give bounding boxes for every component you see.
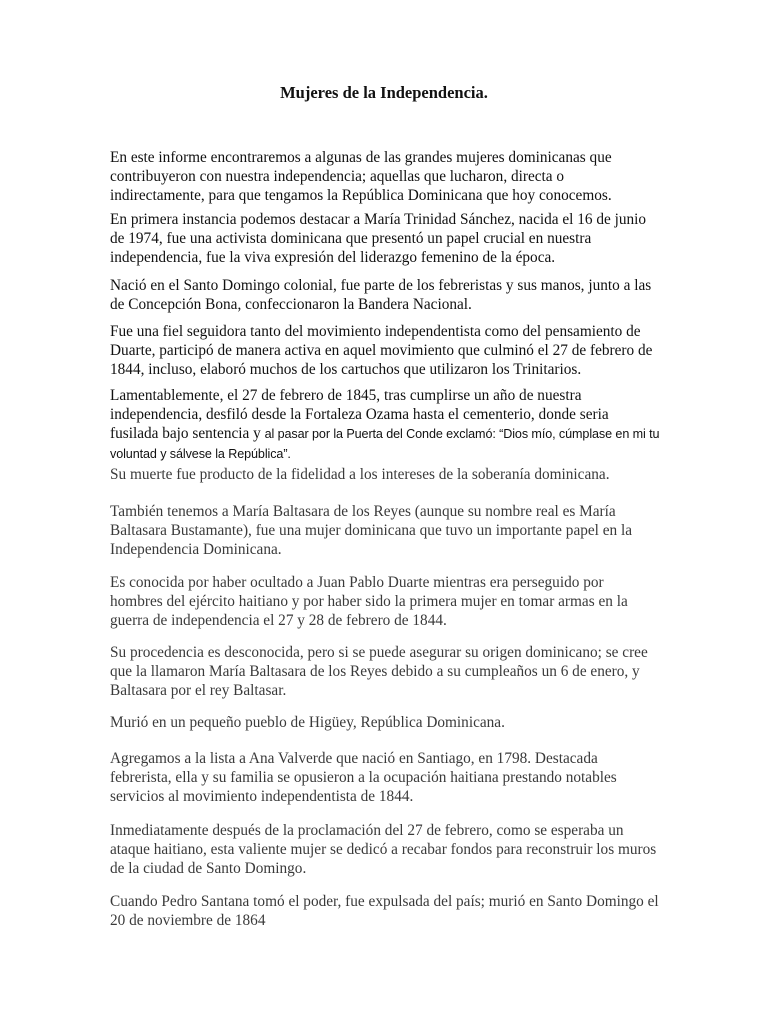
paragraph-death: Su muerte fue producto de la fidelidad a los intereses de la soberanía dominicana. — [110, 466, 610, 483]
paragraph-hiding-duarte: Es conocida por haber ocultado a Juan Pablo Duarte mientras era perseguido por hombres del ejército haitiano y por haber sido la primera mujer en tomar armas en la guerra de independencia el 27 y 28 de febrero de 1844. — [110, 574, 628, 629]
paragraph-santana: Cuando Pedro Santana tomó el poder, fue expulsada del país; murió en Santo Domingo el 20 de noviembre de 1864 — [110, 893, 659, 929]
execution-quote: al pasar por la Puerta del Conde exclamó: “Dios mío, cúmplase en mi tu voluntad y sálvese la República”. — [110, 427, 660, 461]
paragraph-baltasara: También tenemos a María Baltasara de los Reyes (aunque su nombre real es María Baltasara Bustamante), fue una mujer dominicana que tuvo un importante papel en la Independencia Dominicana. — [110, 503, 633, 558]
execution-text: Lamentablemente, el 27 de febrero de 1845, tras cumplirse un año de nuestra independencia, desfiló desde la Fortaleza Ozama hasta el cementerio, donde seria fusilada bajo sentencia y — [110, 387, 609, 442]
paragraph-intro: En este informe encontraremos a algunas de las grandes mujeres dominicanas que contribuyeron con nuestra independencia; aquellas que lucharon, directa o indirectamente, para que tengamos la República Dominicana que hoy conocemos. — [110, 149, 612, 204]
paragraph-execution — [110, 386, 660, 464]
paragraph-birthplace: Nació en el Santo Domingo colonial, fue parte de los febreristas y sus manos, junto a las de Concepción Bona, confeccionaron la Bandera Nacional. — [110, 277, 652, 313]
document-title: Mujeres de la Independencia. — [280, 83, 488, 102]
paragraph-higuey: Murió en un pequeño pueblo de Higüey, República Dominicana. — [110, 714, 505, 731]
paragraph-duarte: Fue una fiel seguidora tanto del movimiento independentista como del pensamiento de Duarte, participó de manera activa en aquel movimiento que culminó el 27 de febrero de 1844, incluso, elaboró muchos de los cartuchos que utilizaron los Trinitarios. — [110, 323, 653, 378]
paragraph-ana-valverde: Agregamos a la lista a Ana Valverde que nació en Santiago, en 1798. Destacada febrerista, ella y su familia se opusieron a la ocupación haitiana prestando notables servicios al movimiento independentista de 1844. — [110, 750, 617, 805]
paragraph-maria-trinidad: En primera instancia podemos destacar a María Trinidad Sánchez, nacida el 16 de junio de 1974, fue una activista dominicana que presentó un papel crucial en nuestra independencia, fue la viva expresión del liderazgo femenino de la época. — [110, 211, 647, 266]
paragraph-proclamation: Inmediatamente después de la proclamación del 27 de febrero, como se esperaba un ataque haitiano, esta valiente mujer se dedicó a recabar fondos para reconstruir los muros de la ciudad de Santo Domingo. — [110, 822, 657, 877]
paragraph-origin: Su procedencia es desconocida, pero si se puede asegurar su origen dominicano; se cree que la llamaron María Baltasara de los Reyes debido a su cumpleaños un 6 de enero, y Baltasara por el rey Baltasar. — [110, 644, 648, 699]
